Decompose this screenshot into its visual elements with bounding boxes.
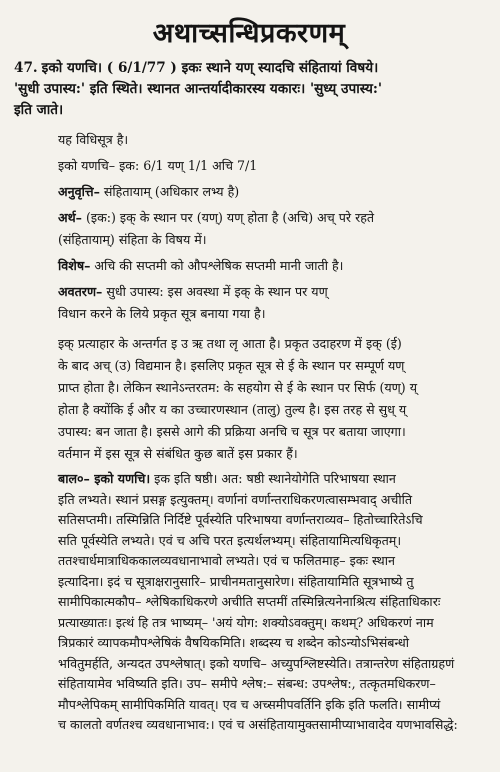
artha-note	[58, 207, 484, 251]
avatarana-text: सुधी उपास्य: इस अवस्था में इक् के स्थान पर यण्	[102, 284, 328, 299]
bala-line: संहितायामेव भविष्यति इति। उप– समीपे श्लेष:– संबन्ध: उपश्लेष:, तत्कृतमधिकरण–	[58, 676, 436, 691]
artha-text: (इक:) इक् के स्थान पर (यण्) यण् होता है (अचि) अच् परे रहते	[81, 210, 375, 225]
artha-line	[58, 207, 484, 229]
vishesha-note	[58, 255, 484, 277]
vidhi-note: यह विधिसूत्र है।	[58, 132, 129, 147]
sutra-line: 'सुधी उपास्य:' इति स्थिते। स्थानत आन्तर्यादीकारस्य यकारः। 'सुध्य् उपास्य:'	[14, 81, 383, 97]
explanation-line: के बाद अच् (उ) विद्यमान है। इसलिए प्रकृत सूत्र से ई के स्थान पर सम्पूर्ण यण्	[58, 358, 405, 373]
bala-line: इति लभ्यते। स्थानं प्रसङ्ग इत्युक्तम्। वर्णानां वर्णान्तराधिकरणत्वासम्भवाद् अचीति	[58, 491, 413, 507]
vishesha-label: विशेष–	[58, 258, 91, 273]
bala-line: ततश्चार्धमात्राधिककालव्यवधानाभावो लभ्यते। एवं च फलितमाह– इकः स्थान	[58, 553, 395, 568]
explanation-line: वर्तमान में इस सूत्र से संबंधित कुछ बातें इस प्रकार हैं।	[58, 446, 298, 461]
bala-line: मौपश्लेपिकम् सामीपिकमिति यावत्। एव च अच्समीपवर्तिनि इकि इति फलति। सामीप्यं	[58, 696, 441, 712]
anuvritti-label: अनुवृत्ति–	[58, 184, 100, 199]
chapter-title: अथाच्सन्धिप्रकरणम्	[152, 18, 346, 49]
bala-line: सतिसप्तमी। तस्मिन्निति निर्दिष्टे पूर्वस्येति परिभाषया वर्णान्तराव्यव– हितोच्चारितेऽचि	[58, 512, 423, 527]
artha-label: अर्थ–	[58, 210, 82, 225]
pada-analysis: इको यणचि– इक: 6/1 यण् 1/1 अचि 7/1	[58, 158, 258, 173]
bala-line: सति पूर्वस्येति लभ्यते। एवं च अचि परत इत्यर्थलभ्यम्। संहितायामित्यधिकृतम्।	[58, 532, 402, 548]
avatarana-label: अवतरण–	[58, 284, 103, 299]
sutra-line	[14, 58, 484, 79]
bala-line: च कालतो वर्णतश्च व्यवधानाभाव:। एवं च असंहितायामुक्तसामीप्याभावादेव यणभावसिद्धे:	[58, 717, 458, 732]
sutra-line: इति जाते।	[14, 102, 64, 118]
sutra-number: 47.	[14, 60, 38, 76]
vishesha-text: अचि की सप्तमी को औपश्लेषिक सप्तमी मानी जाती है।	[90, 258, 344, 273]
anuvritti-note	[58, 181, 484, 203]
bala-text: इक इति षष्ठी। अत: षष्ठी स्थानेयोगेति परिभाषया स्थान	[150, 471, 396, 486]
sutra-text: इको यणचि। ( 6/1/77 ) इकः स्थाने यण् स्यादचि संहितायां विषये।	[41, 60, 379, 76]
explanation-line: इक् प्रत्याहार के अन्तर्गत इ उ ऋ तथा लृ आता है। प्रकृत उदाहरण में इक् (ई)	[58, 336, 402, 351]
commentary	[58, 129, 484, 736]
avatarana-line	[58, 281, 484, 303]
explanation-paragraph	[58, 333, 484, 465]
bala-line	[58, 469, 484, 490]
artha-line: (संहितायाम्) संहिता के विषय में।	[58, 232, 207, 247]
avatarana-line: विधान करने के लिये प्रकृत सूत्र बनाया गया है।	[58, 306, 266, 321]
bala-label: बाल०– इको यणचि।	[58, 471, 151, 486]
explanation-line: उपास्य: बन जाता है। इससे आगे की प्रक्रिया अनचि च सूत्र पर बताया जाएगा।	[58, 424, 406, 439]
balamanorama-commentary	[58, 469, 484, 736]
bala-line: प्रत्याख्यातः। इत्थं हि तत्र भाष्यम्– 'अयं योग: शक्योऽवक्तुम्। कथम्? अधिकरणं नाम	[58, 614, 434, 630]
sutra-block	[14, 58, 484, 121]
bala-line: भवितुमर्हति, अन्यदत उपश्लेषात्। इको यणचि– अच्युपश्लिष्टस्येति। तत्रान्तरेण संहिताग्रहणं	[58, 655, 455, 671]
explanation-line: होता है क्योंकि ई और य का उच्चारणस्थान (तालु) तुल्य है। इस तरह से सुध् य्	[58, 402, 407, 417]
bala-line: सामीपिकात्मकौप– श्लेषिकाधिकरणे अचीति सप्तमीं तस्मिन्नित्यनेनाश्रित्य संहिताधिकारः	[58, 594, 441, 609]
bala-line: त्रिप्रकारं व्यापकमौपश्लेषिकं वैषयिकमिति। शब्दस्य च शब्देन कोऽन्योऽभिसंबन्धो	[58, 635, 409, 650]
avatarana-note	[58, 281, 484, 325]
explanation-line: प्राप्त होता है। लेकिन स्थानेऽन्तरतम: के सहयोग से ई के स्थान पर सिर्फ (यण्) य्	[58, 380, 418, 395]
anuvritti-text: संहितायाम् (अधिकार लभ्य है)	[99, 184, 240, 199]
bala-line: इत्यादिना। इदं च सूत्राक्षरानुसारि– प्राचीनमतानुसारेण। संहितायामिति सूत्रभाष्ये तु	[58, 573, 414, 589]
